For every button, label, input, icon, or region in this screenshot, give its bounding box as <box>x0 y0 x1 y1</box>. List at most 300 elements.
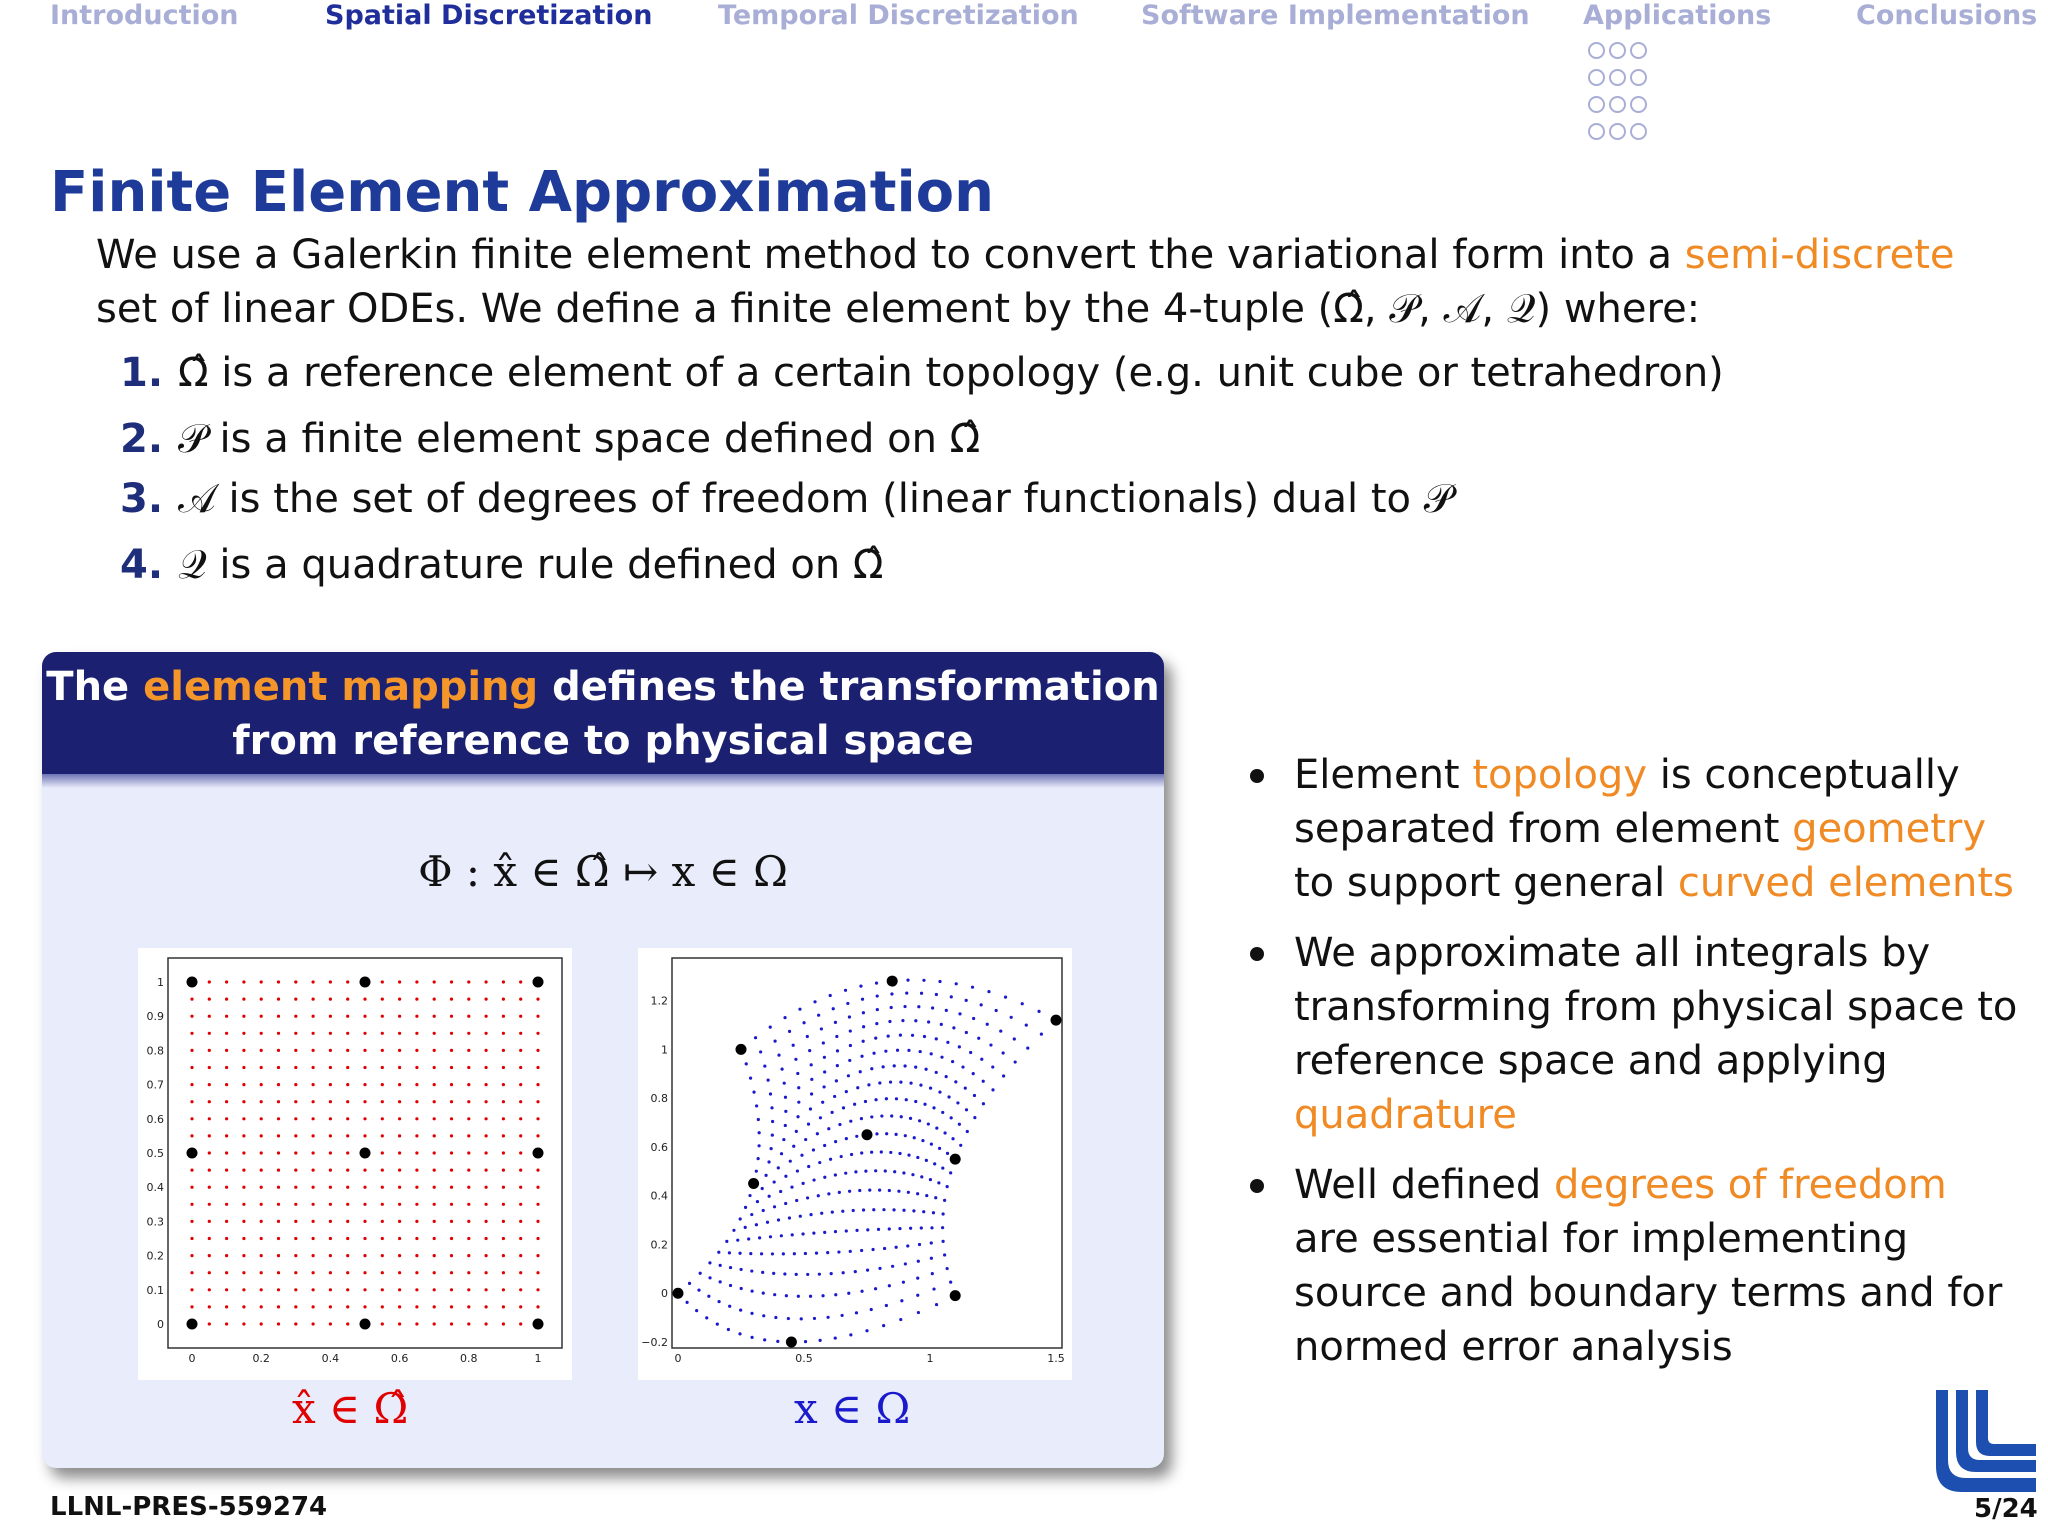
grid-point <box>849 1029 852 1032</box>
grid-point <box>955 982 958 985</box>
grid-point <box>225 1032 228 1035</box>
grid-point <box>415 998 418 1001</box>
grid-point <box>797 1101 800 1104</box>
grid-point <box>208 1117 211 1120</box>
grid-point <box>225 1015 228 1018</box>
grid-point <box>773 1180 776 1183</box>
grid-point <box>312 1237 315 1240</box>
grid-point <box>695 1309 698 1312</box>
grid-point <box>820 1212 823 1215</box>
grid-point <box>363 1220 366 1223</box>
grid-point <box>381 1134 384 1137</box>
grid-point <box>794 1058 797 1061</box>
node-point <box>862 1129 873 1140</box>
grid-point <box>900 1299 903 1302</box>
intro-highlight: semi-discrete <box>1684 232 1955 278</box>
grid-point <box>398 1169 401 1172</box>
grid-point <box>958 1045 961 1048</box>
grid-point <box>485 1322 488 1325</box>
y-tick-label: 0.7 <box>146 1078 164 1092</box>
grid-point <box>415 1083 418 1086</box>
grid-point <box>467 1151 470 1154</box>
grid-point <box>260 1100 263 1103</box>
grid-point <box>750 1289 753 1292</box>
grid-point <box>848 1190 851 1193</box>
grid-point <box>842 1271 845 1274</box>
grid-point <box>415 1186 418 1189</box>
grid-point <box>776 1340 779 1343</box>
grid-point <box>943 1131 946 1134</box>
slide-progress-dots[interactable] <box>1588 42 1647 150</box>
grid-point <box>774 1316 777 1319</box>
grid-point <box>1004 996 1007 999</box>
grid-point <box>190 1066 193 1069</box>
grid-point <box>277 1066 280 1069</box>
grid-point <box>882 1208 885 1211</box>
grid-point <box>519 1134 522 1137</box>
grid-point <box>346 998 349 1001</box>
grid-point <box>914 1100 917 1103</box>
grid-point <box>346 1066 349 1069</box>
bullet-text: We approximate all integrals by transforming from physical space to reference space and applying <box>1294 930 2018 1084</box>
grid-point <box>922 1210 925 1213</box>
grid-point <box>294 1066 297 1069</box>
grid-point <box>965 1031 968 1034</box>
nav-conclusions[interactable]: Conclusions <box>1856 0 2038 31</box>
grid-point <box>381 1015 384 1018</box>
grid-point <box>744 1226 747 1229</box>
grid-point <box>415 1032 418 1035</box>
grid-point <box>467 1117 470 1120</box>
list-item <box>120 416 980 462</box>
grid-point <box>820 1027 823 1030</box>
grid-point <box>782 1138 785 1141</box>
grid-point <box>844 1172 847 1175</box>
grid-point <box>312 1134 315 1137</box>
grid-point <box>745 1062 748 1065</box>
grid-point <box>792 1145 795 1148</box>
grid-point <box>1026 1046 1029 1049</box>
grid-point <box>329 1066 332 1069</box>
grid-point <box>329 1271 332 1274</box>
grid-point <box>914 1066 917 1069</box>
grid-point <box>831 1111 834 1114</box>
y-tick-label: 0 <box>661 1287 668 1301</box>
grid-point <box>885 1097 888 1100</box>
grid-point <box>467 1186 470 1189</box>
grid-point <box>916 1277 919 1280</box>
grid-point <box>749 1252 752 1255</box>
grid-point <box>398 1322 401 1325</box>
grid-point <box>865 1329 868 1332</box>
grid-point <box>329 1254 332 1257</box>
grid-point <box>242 1186 245 1189</box>
grid-point <box>242 1169 245 1172</box>
grid-point <box>897 1190 900 1193</box>
grid-point <box>190 998 193 1001</box>
grid-point <box>892 1208 895 1211</box>
grid-point <box>502 1186 505 1189</box>
grid-point <box>812 1232 815 1235</box>
grid-point <box>784 1202 787 1205</box>
grid-point <box>277 1203 280 1206</box>
grid-point <box>902 1171 905 1174</box>
grid-point <box>784 1124 787 1127</box>
grid-point <box>840 1314 843 1317</box>
grid-point <box>208 1237 211 1240</box>
section-navigation <box>0 0 2048 40</box>
grid-point <box>930 1241 933 1244</box>
grid-point <box>708 1276 711 1279</box>
grid-point <box>875 981 878 984</box>
grid-point <box>943 1253 946 1256</box>
grid-point <box>846 1002 849 1005</box>
grid-point <box>905 1098 908 1101</box>
grid-point <box>242 1288 245 1291</box>
grid-point <box>911 1173 914 1176</box>
grid-point <box>929 1087 932 1090</box>
grid-point <box>829 1158 832 1161</box>
y-tick-label: 1 <box>661 1043 668 1057</box>
grid-point <box>467 1288 470 1291</box>
grid-point <box>190 1083 193 1086</box>
bullet-text: to support general <box>1294 860 1678 906</box>
grid-point <box>806 1196 809 1199</box>
grid-point <box>346 1100 349 1103</box>
grid-point <box>744 1206 747 1209</box>
grid-point <box>989 1043 992 1046</box>
grid-point <box>433 1169 436 1172</box>
grid-point <box>329 1032 332 1035</box>
grid-point <box>717 1251 720 1254</box>
grid-point <box>909 1117 912 1120</box>
grid-point <box>208 1151 211 1154</box>
grid-point <box>842 1106 845 1109</box>
y-tick-label: 0.2 <box>650 1238 668 1252</box>
list-item <box>120 350 1724 396</box>
grid-point <box>260 1134 263 1137</box>
grid-point <box>913 1136 916 1139</box>
node-point <box>533 1319 544 1330</box>
grid-point <box>965 999 968 1002</box>
grid-point <box>485 1049 488 1052</box>
nav-introduction[interactable]: Introduction <box>50 0 239 31</box>
grid-point <box>919 1050 922 1053</box>
grid-point <box>875 1022 878 1025</box>
grid-point <box>951 1060 954 1063</box>
grid-point <box>795 1273 798 1276</box>
grid-point <box>854 1170 857 1173</box>
grid-point <box>519 1066 522 1069</box>
grid-point <box>808 1049 811 1052</box>
grid-point <box>870 1151 873 1154</box>
grid-point <box>916 1294 919 1297</box>
grid-point <box>450 1066 453 1069</box>
grid-point <box>208 1254 211 1257</box>
grid-point <box>728 1305 731 1308</box>
grid-point <box>519 1151 522 1154</box>
node-point <box>187 1319 198 1330</box>
grid-point <box>536 1015 539 1018</box>
grid-point <box>899 1081 902 1084</box>
grid-point <box>260 1032 263 1035</box>
grid-point <box>433 1288 436 1291</box>
bullet-text: Well defined <box>1294 1162 1555 1208</box>
grid-point <box>415 1049 418 1052</box>
grid-point <box>738 1332 741 1335</box>
grid-point <box>208 1220 211 1223</box>
grid-point <box>277 1271 280 1274</box>
grid-point <box>729 1266 732 1269</box>
grid-point <box>870 1067 873 1070</box>
grid-point <box>485 1237 488 1240</box>
intro-text-2: set of linear ODEs. We define a finite element by the 4-tuple (Ω̂, 𝒫, 𝒜, 𝒬) where: <box>96 286 1701 332</box>
grid-point <box>329 1322 332 1325</box>
grid-point <box>363 1117 366 1120</box>
grid-point <box>750 1312 753 1315</box>
grid-point <box>363 1288 366 1291</box>
grid-point <box>922 979 925 982</box>
bullet-dot <box>1250 947 1264 961</box>
grid-point <box>912 1209 915 1212</box>
grid-point <box>829 994 832 997</box>
grid-point <box>946 1041 949 1044</box>
grid-point <box>363 1134 366 1137</box>
bullet-highlight: quadrature <box>1294 1092 1517 1138</box>
grid-point <box>242 1066 245 1069</box>
grid-point <box>849 1333 852 1336</box>
grid-point <box>294 1237 297 1240</box>
reference-element-plot <box>138 948 572 1380</box>
grid-point <box>770 1147 773 1150</box>
grid-point <box>485 1203 488 1206</box>
grid-point <box>835 1079 838 1082</box>
grid-point <box>719 1280 722 1283</box>
node-point <box>187 1148 198 1159</box>
grid-point <box>346 1271 349 1274</box>
grid-point <box>874 1037 877 1040</box>
grid-point <box>807 1165 810 1168</box>
grid-point <box>450 1254 453 1257</box>
grid-point <box>757 1157 760 1160</box>
grid-point <box>190 1100 193 1103</box>
grid-point <box>777 1166 780 1169</box>
grid-point <box>450 998 453 1001</box>
y-tick-label: 0.2 <box>146 1249 164 1263</box>
grid-point <box>768 1195 771 1198</box>
grid-point <box>190 1305 193 1308</box>
grid-point <box>450 1186 453 1189</box>
grid-point <box>769 1026 772 1029</box>
grid-point <box>467 998 470 1001</box>
grid-point <box>363 1032 366 1035</box>
grid-point <box>834 1140 837 1143</box>
grid-point <box>294 1169 297 1172</box>
grid-point <box>923 1035 926 1038</box>
grid-point <box>862 1011 865 1014</box>
grid-point <box>697 1289 700 1292</box>
grid-point <box>381 1049 384 1052</box>
grid-point <box>260 1322 263 1325</box>
grid-point <box>329 1151 332 1154</box>
grid-point <box>923 1103 926 1106</box>
grid-point <box>363 1271 366 1274</box>
grid-point <box>801 1232 804 1235</box>
grid-point <box>973 1094 976 1097</box>
grid-point <box>971 986 974 989</box>
grid-point <box>225 1117 228 1120</box>
grid-point <box>225 1151 228 1154</box>
grid-point <box>398 980 401 983</box>
grid-point <box>363 1203 366 1206</box>
grid-point <box>433 980 436 983</box>
grid-point <box>932 1211 935 1214</box>
grid-point <box>896 1049 899 1052</box>
grid-point <box>519 1237 522 1240</box>
grid-point <box>732 1229 735 1232</box>
grid-point <box>485 1100 488 1103</box>
grid-point <box>415 1305 418 1308</box>
grid-point <box>433 998 436 1001</box>
grid-point <box>783 1272 786 1275</box>
grid-point <box>415 1015 418 1018</box>
grid-point <box>346 1083 349 1086</box>
grid-point <box>398 1271 401 1274</box>
grid-point <box>346 1169 349 1172</box>
grid-point <box>294 1186 297 1189</box>
grid-point <box>190 1117 193 1120</box>
grid-point <box>260 1220 263 1223</box>
grid-point <box>190 1288 193 1291</box>
node-point <box>887 976 898 987</box>
grid-point <box>346 1015 349 1018</box>
grid-point <box>346 1186 349 1189</box>
grid-point <box>895 1097 898 1100</box>
grid-point <box>190 1015 193 1018</box>
grid-point <box>260 1288 263 1291</box>
grid-point <box>795 1130 798 1133</box>
grid-point <box>882 1324 885 1327</box>
grid-point <box>903 1064 906 1067</box>
grid-point <box>294 1083 297 1086</box>
grid-point <box>792 1044 795 1047</box>
grid-point <box>918 1243 921 1246</box>
list-item <box>120 542 883 588</box>
grid-point <box>949 1281 952 1284</box>
grid-point <box>398 1066 401 1069</box>
grid-point <box>467 1083 470 1086</box>
grid-point <box>415 980 418 983</box>
grid-point <box>848 1059 851 1062</box>
grid-point <box>882 1065 885 1068</box>
grid-point <box>363 1015 366 1018</box>
grid-point <box>804 1252 807 1255</box>
grid-point <box>938 980 941 983</box>
grid-point <box>485 1271 488 1274</box>
grid-point <box>363 1049 366 1052</box>
grid-point <box>294 1288 297 1291</box>
grid-point <box>536 1237 539 1240</box>
list-text: 𝒬 is a quadrature rule defined on Ω̂ <box>178 542 884 588</box>
bullet-item <box>1240 1158 2020 1374</box>
grid-point <box>930 1142 933 1145</box>
grid-point <box>893 1170 896 1173</box>
grid-point <box>363 1186 366 1189</box>
grid-point <box>277 1134 280 1137</box>
grid-point <box>363 998 366 1001</box>
grid-point <box>945 1009 948 1012</box>
grid-point <box>909 1227 912 1230</box>
grid-point <box>770 1106 773 1109</box>
grid-point <box>1014 1060 1017 1063</box>
grid-point <box>940 1056 943 1059</box>
x-tick-label: 0.2 <box>252 1352 270 1365</box>
grid-point <box>810 1063 813 1066</box>
grid-point <box>862 1208 865 1211</box>
grid-point <box>946 1267 949 1270</box>
nav-temporal-discretization[interactable]: Temporal Discretization <box>718 0 1079 31</box>
grid-point <box>898 1152 901 1155</box>
grid-point <box>208 1049 211 1052</box>
grid-point <box>740 1268 743 1271</box>
grid-point <box>519 1288 522 1291</box>
grid-point <box>190 1134 193 1137</box>
grid-point <box>788 1030 791 1033</box>
nav-spatial-discretization[interactable]: Spatial Discretization <box>325 0 653 31</box>
grid-point <box>932 1287 935 1290</box>
grid-point <box>796 1169 799 1172</box>
nav-software-implementation[interactable]: Software Implementation <box>1141 0 1530 31</box>
grid-point <box>415 1288 418 1291</box>
grid-point <box>809 1213 812 1216</box>
grid-point <box>784 1110 787 1113</box>
nav-applications[interactable]: Applications <box>1583 0 1772 31</box>
x-tick-label: 0.8 <box>460 1352 478 1365</box>
grid-point <box>845 1229 848 1232</box>
grid-point <box>952 1026 955 1029</box>
grid-point <box>450 1220 453 1223</box>
grid-point <box>903 1005 906 1008</box>
grid-point <box>831 1211 834 1214</box>
grid-point <box>942 1212 945 1215</box>
grid-point <box>935 1303 938 1306</box>
grid-point <box>817 1014 820 1017</box>
grid-point <box>329 1220 332 1223</box>
node-point <box>1051 1015 1062 1026</box>
grid-point <box>888 1284 891 1287</box>
grid-point <box>738 1252 741 1255</box>
grid-point <box>799 1215 802 1218</box>
grid-point <box>986 1023 989 1026</box>
grid-point <box>381 1169 384 1172</box>
grid-point <box>450 1134 453 1137</box>
grid-point <box>381 1271 384 1274</box>
grid-point <box>260 1186 263 1189</box>
block-header-line2: from reference to physical space <box>232 718 974 764</box>
grid-point <box>845 1137 848 1140</box>
grid-point <box>312 1100 315 1103</box>
grid-point <box>485 1288 488 1291</box>
grid-point <box>225 1220 228 1223</box>
grid-point <box>888 1189 891 1192</box>
grid-point <box>260 1237 263 1240</box>
grid-point <box>363 1305 366 1308</box>
grid-point <box>433 1186 436 1189</box>
grid-point <box>519 998 522 1001</box>
grid-point <box>885 1304 888 1307</box>
grid-point <box>796 1115 799 1118</box>
grid-point <box>921 1139 924 1142</box>
